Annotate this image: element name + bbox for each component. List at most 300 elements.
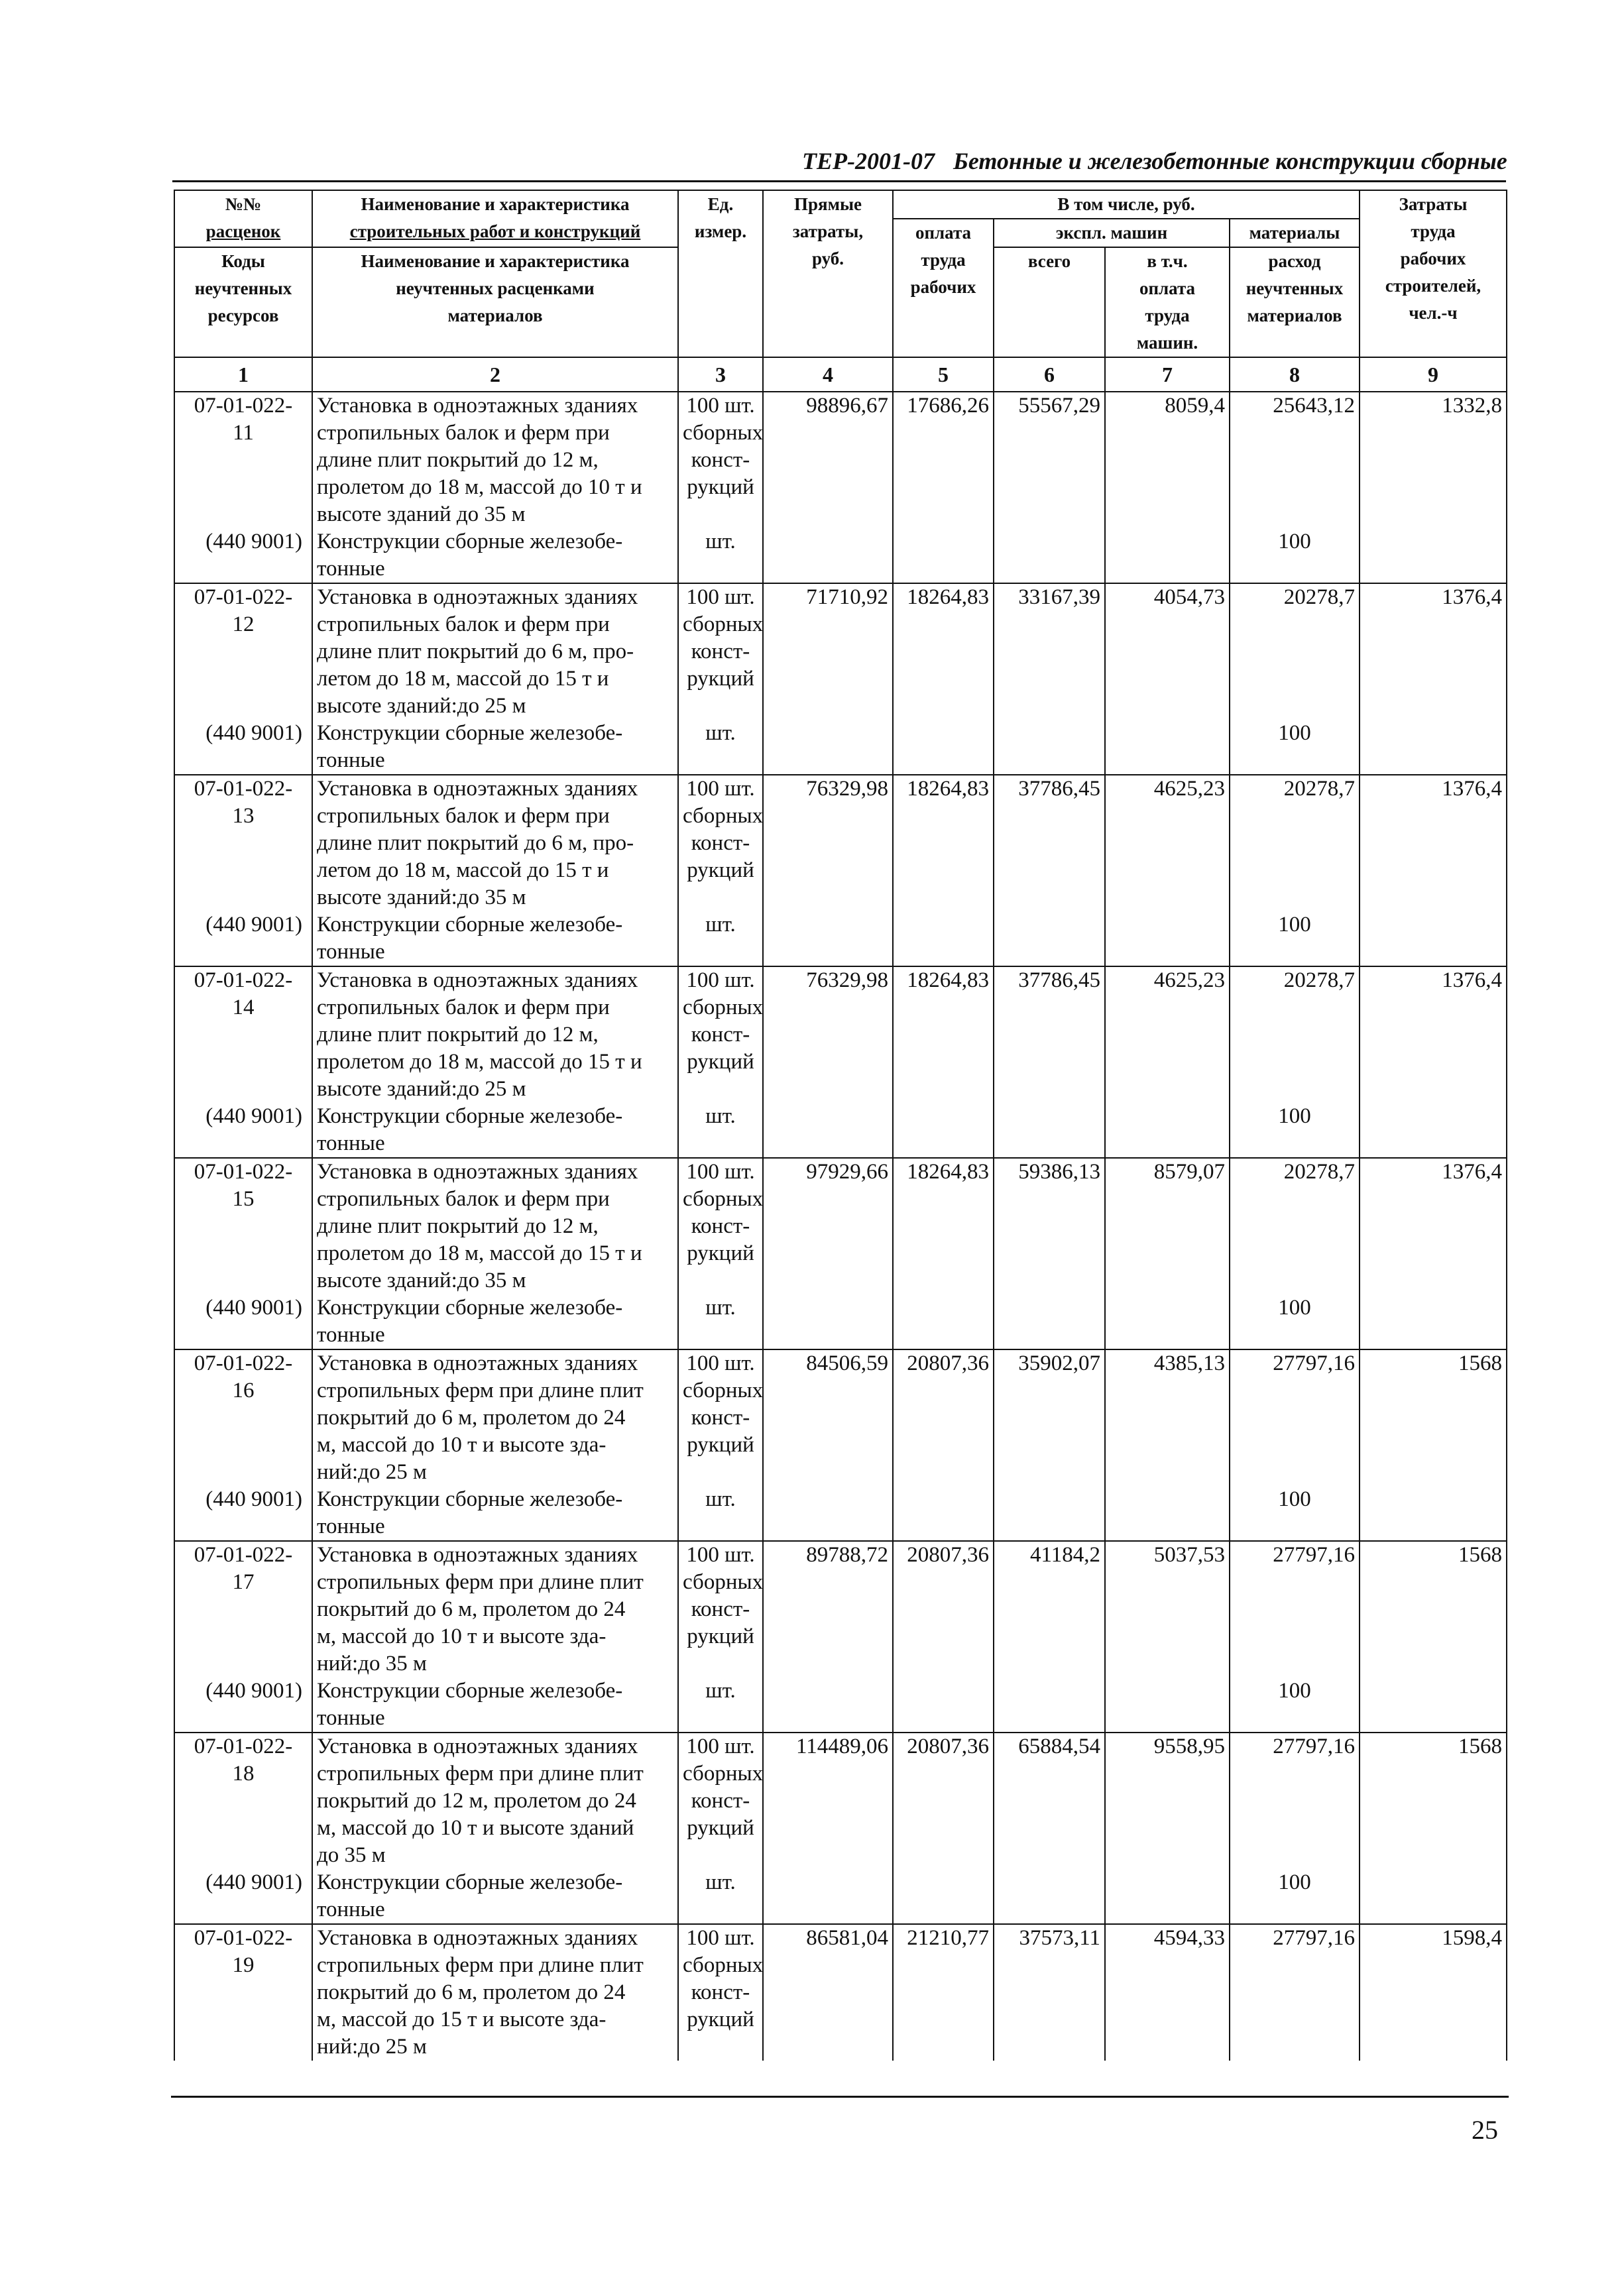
text-line: высоте зданий:до 35 м	[317, 885, 526, 909]
text-line: 14	[232, 996, 255, 1019]
rate-code	[174, 966, 312, 1103]
machine-labor-pay: 8579,07	[1105, 1158, 1230, 1294]
text-line: рукций	[687, 1624, 754, 1648]
material-quantity: 100	[1230, 1869, 1360, 1924]
empty-cell	[893, 1678, 994, 1733]
empty-cell	[763, 911, 893, 966]
direct-costs: 97929,66	[763, 1158, 893, 1294]
text-line: ний:до 25 м	[317, 1460, 427, 1484]
table-row	[174, 583, 1507, 720]
text-line: 13	[232, 804, 255, 828]
text-line: конст-	[691, 448, 750, 472]
material-unit: шт.	[678, 1486, 763, 1541]
text-line: сборных	[683, 1953, 764, 1977]
text-line: длине плит покрытий до 12 м,	[317, 1214, 599, 1238]
text-line: рукций	[687, 1241, 754, 1265]
column-number: 5	[893, 357, 994, 392]
text-line: тонные	[317, 1706, 385, 1730]
direct-costs: 98896,67	[763, 392, 893, 528]
text-line: Конструкции сборные железобе-	[317, 913, 623, 937]
empty-cell	[1105, 1294, 1230, 1349]
resource-code: (440 9001)	[174, 1103, 312, 1158]
machine-labor-pay: 4054,73	[1105, 583, 1230, 720]
text-line: конст-	[691, 1023, 750, 1047]
rates-table	[174, 190, 1507, 2061]
text-line: Установка в одноэтажных зданиях	[317, 777, 638, 801]
text-line: тонные	[317, 1323, 385, 1347]
labor-hours: 1568	[1360, 1541, 1507, 1678]
text-line: м, массой до 10 т и высоте зда-	[317, 1624, 607, 1648]
materials-cost: 25643,12	[1230, 392, 1360, 528]
empty-cell	[1360, 1294, 1507, 1349]
text-line: рукций	[687, 858, 754, 882]
text-line: стропильных балок и ферм при	[317, 1187, 610, 1211]
text-line: Установка в одноэтажных зданиях	[317, 1735, 638, 1758]
text-line: Конструкции сборные железобе-	[317, 1679, 623, 1703]
machines-total: 41184,2	[994, 1541, 1105, 1678]
text-line: высоте зданий:до 25 м	[317, 1077, 526, 1101]
unit-of-measure	[678, 1733, 763, 1869]
text-line: рукций	[687, 667, 754, 691]
material-description	[312, 1103, 678, 1158]
machine-labor-pay: 4385,13	[1105, 1349, 1230, 1486]
resource-code: (440 9001)	[174, 720, 312, 775]
empty-cell	[1360, 1486, 1507, 1541]
text-line: м, массой до 10 т и высоте зда-	[317, 1433, 607, 1457]
text-line: 15	[232, 1187, 255, 1211]
column-number: 7	[1105, 357, 1230, 392]
column-number: 3	[678, 357, 763, 392]
unit-of-measure	[678, 583, 763, 720]
empty-cell	[1105, 1486, 1230, 1541]
empty-cell	[893, 911, 994, 966]
running-header	[802, 147, 1505, 175]
column-number: 9	[1360, 357, 1507, 392]
material-description	[312, 1294, 678, 1349]
labor-pay: 20807,36	[893, 1733, 994, 1869]
rate-code	[174, 1733, 312, 1869]
column-number: 4	[763, 357, 893, 392]
text-line: сборных	[683, 996, 764, 1019]
text-line: покрытий до 6 м, пролетом до 24	[317, 1406, 626, 1430]
work-description	[312, 1924, 678, 2061]
machine-labor-pay: 5037,53	[1105, 1541, 1230, 1678]
material-quantity: 100	[1230, 1294, 1360, 1349]
column-number: 8	[1230, 357, 1360, 392]
text-line: конст-	[691, 1789, 750, 1813]
text-line: 07-01-022-	[194, 585, 293, 609]
text-line: конст-	[691, 640, 750, 663]
text-line: конст-	[691, 1597, 750, 1621]
column-number: 2	[312, 357, 678, 392]
text-line: летом до 18 м, массой до 15 т и	[317, 667, 609, 691]
text-line: конст-	[691, 1406, 750, 1430]
direct-costs: 86581,04	[763, 1924, 893, 2061]
work-description	[312, 1158, 678, 1294]
col-name-heading: Наименование и характеристика строительных работ и конструкций	[312, 190, 678, 247]
text-line: 100 шт.	[686, 394, 755, 418]
text-line: ний:до 35 м	[317, 1652, 427, 1676]
labor-hours: 1376,4	[1360, 966, 1507, 1103]
table-row	[174, 1541, 1507, 1678]
rate-code	[174, 1924, 312, 2061]
text-line: тонные	[317, 1514, 385, 1538]
empty-cell	[1360, 1678, 1507, 1733]
material-quantity: 100	[1230, 720, 1360, 775]
text-line: Установка в одноэтажных зданиях	[317, 1926, 638, 1950]
empty-cell	[994, 1869, 1105, 1924]
text-line: длине плит покрытий до 6 м, про-	[317, 831, 634, 855]
text-line: рукций	[687, 2008, 754, 2031]
text-line: пролетом до 18 м, массой до 10 т и	[317, 475, 642, 499]
empty-cell	[893, 1294, 994, 1349]
machine-labor-pay: 4625,23	[1105, 966, 1230, 1103]
text-line: 07-01-022-	[194, 1926, 293, 1950]
materials-cost: 27797,16	[1230, 1924, 1360, 2061]
text-line: стропильных балок и ферм при	[317, 804, 610, 828]
labor-hours: 1568	[1360, 1733, 1507, 1869]
empty-cell	[893, 1869, 994, 1924]
table-row	[174, 1349, 1507, 1486]
material-unit: шт.	[678, 1869, 763, 1924]
empty-cell	[1105, 720, 1230, 775]
empty-cell	[1105, 911, 1230, 966]
material-row	[174, 911, 1507, 966]
empty-cell	[1105, 1103, 1230, 1158]
work-description	[312, 1541, 678, 1678]
resource-code: (440 9001)	[174, 528, 312, 583]
text-line: покрытий до 6 м, пролетом до 24	[317, 1980, 626, 2004]
text-line: рукций	[687, 1433, 754, 1457]
resource-code: (440 9001)	[174, 1678, 312, 1733]
empty-cell	[893, 720, 994, 775]
material-quantity: 100	[1230, 911, 1360, 966]
text-line: 100 шт.	[686, 1926, 755, 1950]
material-unit: шт.	[678, 1678, 763, 1733]
work-description	[312, 1733, 678, 1869]
section-title: Бетонные и железобетонные конструкции сборные	[953, 148, 1507, 174]
machines-heading: экспл. машин	[994, 219, 1230, 247]
empty-cell	[1360, 911, 1507, 966]
header-rule	[172, 180, 1506, 182]
text-line: тонные	[317, 1131, 385, 1155]
labor-pay: 17686,26	[893, 392, 994, 528]
machines-total: 55567,29	[994, 392, 1105, 528]
text-line: сборных	[683, 612, 764, 636]
direct-costs: 76329,98	[763, 775, 893, 911]
labor-hours: 1376,4	[1360, 1158, 1507, 1294]
text-line: покрытий до 6 м, пролетом до 24	[317, 1597, 626, 1621]
table-header	[174, 190, 1507, 392]
empty-cell	[994, 1103, 1105, 1158]
materials-cost: 27797,16	[1230, 1349, 1360, 1486]
text-line: покрытий до 12 м, пролетом до 24	[317, 1789, 636, 1813]
table-body	[174, 392, 1507, 2061]
empty-cell	[1105, 528, 1230, 583]
text-line: до 35 м	[317, 1843, 386, 1867]
col-direct-heading: Прямые затраты, руб.	[763, 190, 893, 357]
footer-rule	[171, 2096, 1509, 2098]
material-row	[174, 1869, 1507, 1924]
text-line: рукций	[687, 1050, 754, 1074]
labor-pay: 18264,83	[893, 1158, 994, 1294]
text-line: ний:до 25 м	[317, 2035, 427, 2059]
direct-costs: 76329,98	[763, 966, 893, 1103]
text-line: Установка в одноэтажных зданиях	[317, 1543, 638, 1567]
text-line: Установка в одноэтажных зданиях	[317, 394, 638, 418]
text-line: длине плит покрытий до 12 м,	[317, 1023, 599, 1047]
text-line: рукций	[687, 1816, 754, 1840]
text-line: Конструкции сборные железобе-	[317, 721, 623, 745]
unit-of-measure	[678, 392, 763, 528]
empty-cell	[1360, 528, 1507, 583]
empty-cell	[893, 528, 994, 583]
text-line: Конструкции сборные железобе-	[317, 1296, 623, 1320]
resource-code: (440 9001)	[174, 1869, 312, 1924]
text-line: Установка в одноэтажных зданиях	[317, 1351, 638, 1375]
empty-cell	[994, 1294, 1105, 1349]
labor-pay: 20807,36	[893, 1541, 994, 1678]
text-line: 07-01-022-	[194, 1160, 293, 1184]
material-row	[174, 1294, 1507, 1349]
table-row	[174, 775, 1507, 911]
unit-of-measure	[678, 1541, 763, 1678]
rate-code	[174, 1158, 312, 1294]
empty-cell	[763, 1486, 893, 1541]
rate-code	[174, 775, 312, 911]
text-line: высоте зданий до 35 м	[317, 502, 526, 526]
empty-cell	[763, 1678, 893, 1733]
direct-costs: 89788,72	[763, 1541, 893, 1678]
machine-labor-pay: 9558,95	[1105, 1733, 1230, 1869]
material-quantity: 100	[1230, 1678, 1360, 1733]
col-labor-heading: оплата труда рабочих	[893, 219, 994, 357]
resource-code: (440 9001)	[174, 1486, 312, 1541]
materials-cost: 27797,16	[1230, 1541, 1360, 1678]
text-line: 100 шт.	[686, 777, 755, 801]
work-description	[312, 1349, 678, 1486]
group-heading: В том числе, руб.	[893, 190, 1360, 219]
empty-cell	[1105, 1678, 1230, 1733]
empty-cell	[763, 528, 893, 583]
text-line: тонные	[317, 748, 385, 772]
material-description	[312, 720, 678, 775]
col-resources-heading: Коды неучтенных ресурсов	[174, 247, 312, 357]
direct-costs: 84506,59	[763, 1349, 893, 1486]
text-line: 07-01-022-	[194, 394, 293, 418]
empty-cell	[763, 1103, 893, 1158]
empty-cell	[994, 1486, 1105, 1541]
materials-cost: 20278,7	[1230, 1158, 1360, 1294]
direct-costs: 71710,92	[763, 583, 893, 720]
labor-hours: 1568	[1360, 1349, 1507, 1486]
empty-cell	[763, 720, 893, 775]
text-line: конст-	[691, 1980, 750, 2004]
material-row	[174, 1486, 1507, 1541]
text-line: длине плит покрытий до 12 м,	[317, 448, 599, 472]
text-line: 18	[232, 1762, 255, 1786]
text-line: 12	[232, 612, 255, 636]
material-unit: шт.	[678, 911, 763, 966]
materials-cost: 20278,7	[1230, 583, 1360, 720]
rate-code	[174, 1541, 312, 1678]
material-description	[312, 1869, 678, 1924]
material-unit: шт.	[678, 1103, 763, 1158]
work-description	[312, 775, 678, 911]
empty-cell	[763, 1869, 893, 1924]
col-materials-heading: расход неучтенных материалов	[1230, 247, 1360, 357]
rate-code	[174, 583, 312, 720]
text-line: Конструкции сборные железобе-	[317, 530, 623, 553]
rate-code	[174, 1349, 312, 1486]
material-description	[312, 1486, 678, 1541]
text-line: 100 шт.	[686, 585, 755, 609]
machines-total: 35902,07	[994, 1349, 1105, 1486]
materials-heading: материалы	[1230, 219, 1360, 247]
text-line: 19	[232, 1953, 255, 1977]
text-line: рукций	[687, 475, 754, 499]
col-machine-labor-heading: в т.ч. оплата труда машин.	[1105, 247, 1230, 357]
text-line: сборных	[683, 1762, 764, 1786]
material-quantity: 100	[1230, 1486, 1360, 1541]
text-line: 07-01-022-	[194, 1735, 293, 1758]
text-line: стропильных ферм при длине плит	[317, 1953, 644, 1977]
material-row	[174, 720, 1507, 775]
text-line: 16	[232, 1379, 255, 1402]
machine-labor-pay: 4594,33	[1105, 1924, 1230, 2061]
text-line: 100 шт.	[686, 1351, 755, 1375]
col-code-heading: №№ расценок	[174, 190, 312, 247]
text-line: пролетом до 18 м, массой до 15 т и	[317, 1241, 642, 1265]
text-line: 07-01-022-	[194, 777, 293, 801]
text-line: стропильных балок и ферм при	[317, 612, 610, 636]
empty-cell	[1105, 1869, 1230, 1924]
text-line: 100 шт.	[686, 968, 755, 992]
labor-hours: 1332,8	[1360, 392, 1507, 528]
text-line: Установка в одноэтажных зданиях	[317, 585, 638, 609]
material-description	[312, 1678, 678, 1733]
material-description	[312, 911, 678, 966]
text-line: 07-01-022-	[194, 1543, 293, 1567]
text-line: стропильных балок и ферм при	[317, 996, 610, 1019]
col-materials-name-heading: Наименование и характеристика неучтенных расценками материалов	[312, 247, 678, 357]
text-line: летом до 18 м, массой до 15 т и	[317, 858, 609, 882]
material-unit: шт.	[678, 720, 763, 775]
text-line: 17	[232, 1570, 255, 1594]
machine-labor-pay: 8059,4	[1105, 392, 1230, 528]
table-row	[174, 1158, 1507, 1294]
labor-pay: 18264,83	[893, 583, 994, 720]
text-line: длине плит покрытий до 6 м, про-	[317, 640, 634, 663]
text-line: Установка в одноэтажных зданиях	[317, 968, 638, 992]
empty-cell	[893, 1486, 994, 1541]
labor-hours: 1598,4	[1360, 1924, 1507, 2061]
text-line: конст-	[691, 831, 750, 855]
machines-total: 37786,45	[994, 775, 1105, 911]
text-line: тонные	[317, 940, 385, 964]
labor-pay: 18264,83	[893, 775, 994, 911]
material-unit: шт.	[678, 528, 763, 583]
direct-costs: 114489,06	[763, 1733, 893, 1869]
unit-of-measure	[678, 1349, 763, 1486]
machines-total: 37573,11	[994, 1924, 1105, 2061]
text-line: 11	[233, 421, 254, 445]
col-hours-heading: Затраты труда рабочих строителей, чел.-ч	[1360, 190, 1507, 357]
unit-of-measure	[678, 1924, 763, 2061]
material-unit: шт.	[678, 1294, 763, 1349]
col-machines-total-heading: всего	[994, 247, 1105, 357]
materials-cost: 20278,7	[1230, 775, 1360, 911]
text-line: пролетом до 18 м, массой до 15 т и	[317, 1050, 642, 1074]
document-code: ТЕР-2001-07	[802, 148, 935, 174]
work-description	[312, 392, 678, 528]
page-number: 25	[1472, 2115, 1498, 2145]
unit-of-measure	[678, 775, 763, 911]
machines-total: 65884,54	[994, 1733, 1105, 1869]
text-line: сборных	[683, 804, 764, 828]
text-line: 100 шт.	[686, 1543, 755, 1567]
empty-cell	[994, 720, 1105, 775]
labor-pay: 20807,36	[893, 1349, 994, 1486]
col-unit-heading: Ед. измер.	[678, 190, 763, 357]
materials-cost: 20278,7	[1230, 966, 1360, 1103]
text-line: 07-01-022-	[194, 1351, 293, 1375]
work-description	[312, 583, 678, 720]
material-description	[312, 528, 678, 583]
material-quantity: 100	[1230, 528, 1360, 583]
material-quantity: 100	[1230, 1103, 1360, 1158]
materials-cost: 27797,16	[1230, 1733, 1360, 1869]
resource-code: (440 9001)	[174, 911, 312, 966]
material-row	[174, 1678, 1507, 1733]
labor-pay: 18264,83	[893, 966, 994, 1103]
material-row	[174, 528, 1507, 583]
machines-total: 33167,39	[994, 583, 1105, 720]
text-line: тонные	[317, 557, 385, 581]
column-number: 1	[174, 357, 312, 392]
text-line: м, массой до 10 т и высоте зданий	[317, 1816, 634, 1840]
text-line: Конструкции сборные железобе-	[317, 1104, 623, 1128]
empty-cell	[994, 1678, 1105, 1733]
table-row	[174, 966, 1507, 1103]
labor-hours: 1376,4	[1360, 775, 1507, 911]
text-line: сборных	[683, 1187, 764, 1211]
table-row	[174, 1924, 1507, 2061]
column-number: 6	[994, 357, 1105, 392]
text-line: 100 шт.	[686, 1160, 755, 1184]
machines-total: 59386,13	[994, 1158, 1105, 1294]
empty-cell	[994, 528, 1105, 583]
text-line: сборных	[683, 1379, 764, 1402]
rate-code	[174, 392, 312, 528]
unit-of-measure	[678, 1158, 763, 1294]
material-row	[174, 1103, 1507, 1158]
text-line: конст-	[691, 1214, 750, 1238]
empty-cell	[994, 911, 1105, 966]
text-line: 07-01-022-	[194, 968, 293, 992]
table-row	[174, 392, 1507, 528]
unit-of-measure	[678, 966, 763, 1103]
table-row	[174, 1733, 1507, 1869]
empty-cell	[1360, 1103, 1507, 1158]
text-line: м, массой до 15 т и высоте зда-	[317, 2008, 607, 2031]
text-line: стропильных ферм при длине плит	[317, 1570, 644, 1594]
empty-cell	[1360, 1869, 1507, 1924]
text-line: Конструкции сборные железобе-	[317, 1870, 623, 1894]
text-line: сборных	[683, 421, 764, 445]
text-line: Установка в одноэтажных зданиях	[317, 1160, 638, 1184]
text-line: стропильных ферм при длине плит	[317, 1762, 644, 1786]
